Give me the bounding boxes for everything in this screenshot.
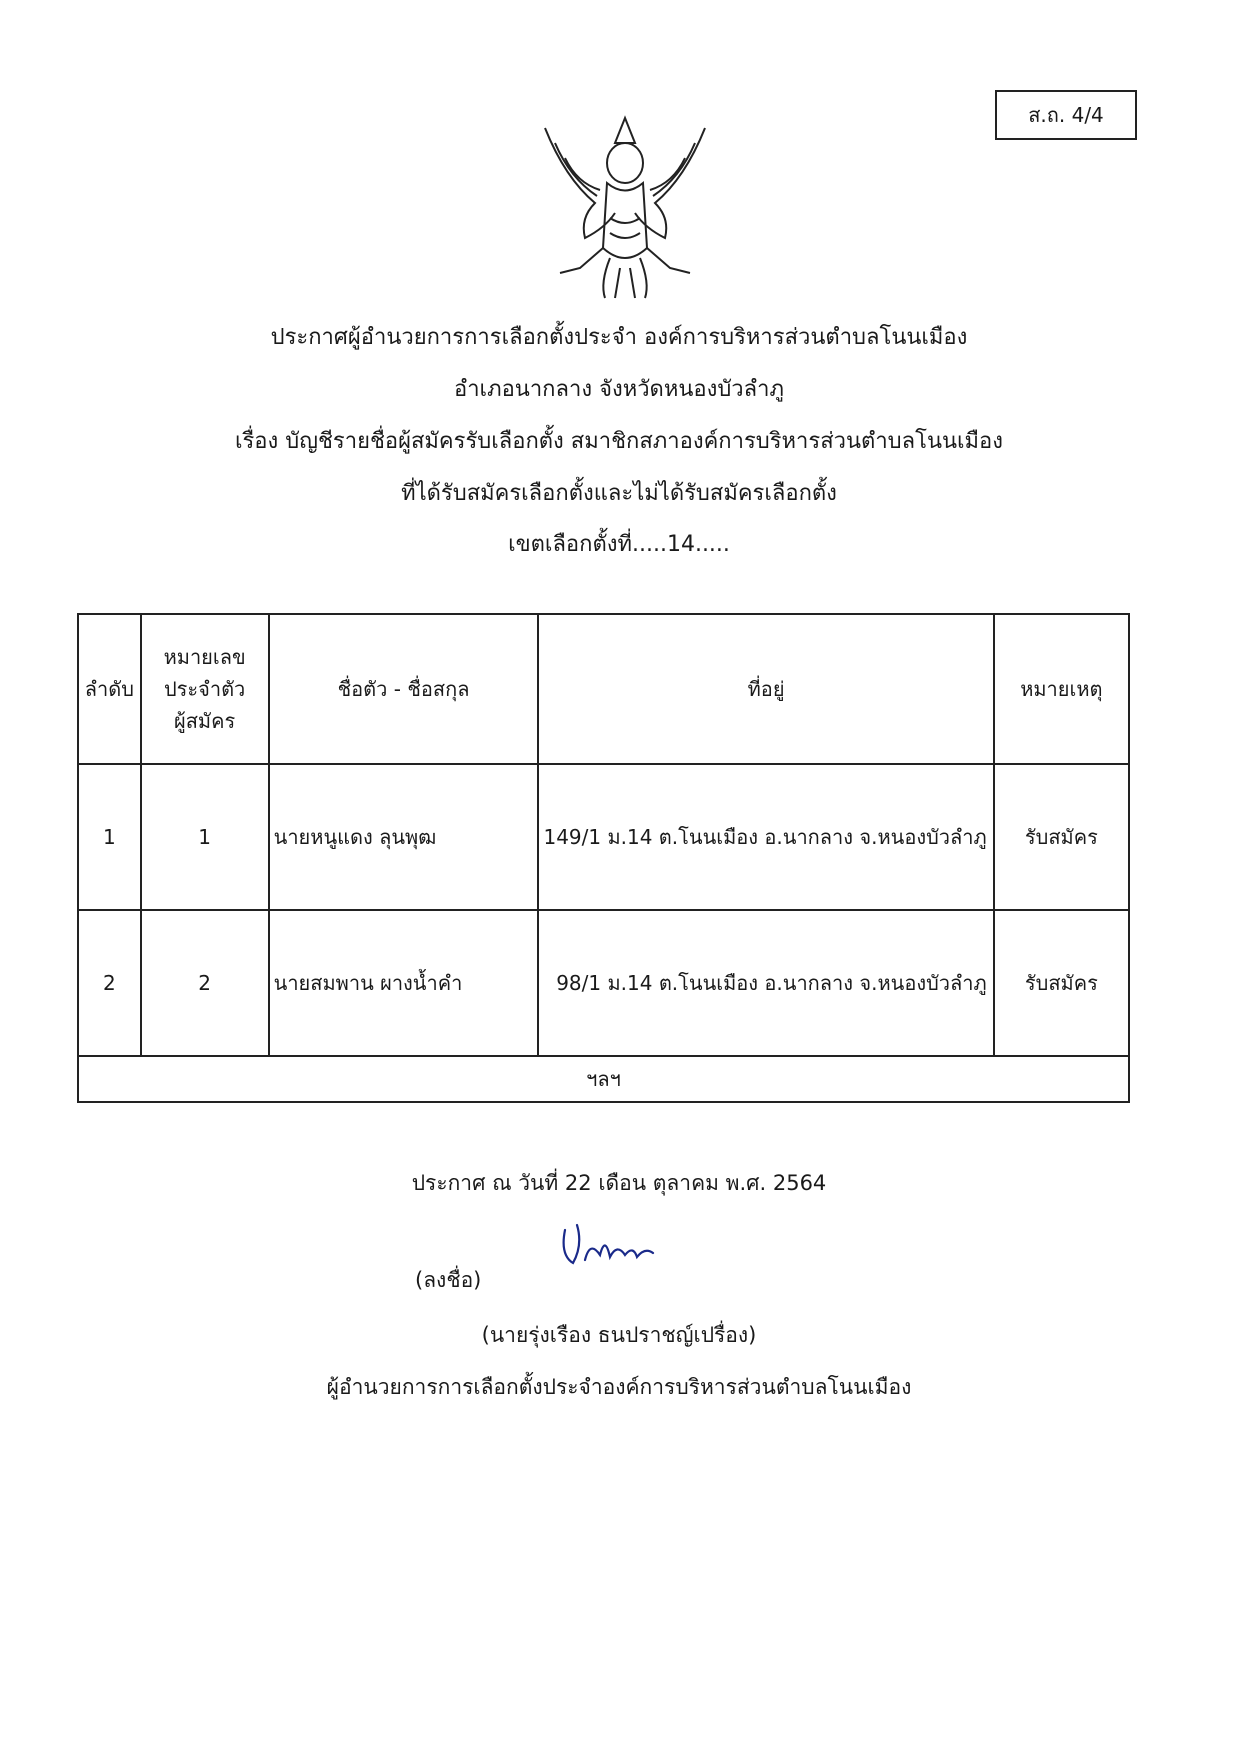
header-candidate-number-line1: หมายเลข bbox=[163, 645, 246, 669]
form-code-box bbox=[995, 90, 1137, 140]
header-candidate-number-line3: ผู้สมัคร bbox=[174, 709, 236, 733]
header-remark: หมายเหตุ bbox=[994, 614, 1129, 764]
cell-number: 1 bbox=[141, 764, 269, 910]
cell-number: 2 bbox=[141, 910, 269, 1056]
header-line-1: ประกาศผู้อำนวยการการเลือกตั้งประจำ องค์การบริหารส่วนตำบลโนนเมือง bbox=[270, 325, 968, 350]
header-line-2: อำเภอนากลาง จังหวัดหนองบัวลำภู bbox=[453, 377, 784, 402]
form-code: ส.ถ. 4/4 bbox=[1028, 103, 1104, 127]
cell-order: 2 bbox=[78, 910, 141, 1056]
cell-address: 149/1 ม.14 ต.โนนเมือง อ.นากลาง จ.หนองบัวลำภู bbox=[538, 764, 993, 910]
announce-date: ประกาศ ณ วันที่ 22 เดือน ตุลาคม พ.ศ. 2564 bbox=[411, 1171, 827, 1195]
table-row bbox=[78, 910, 1129, 1056]
candidate-table bbox=[77, 613, 1130, 1103]
header-candidate-number-line2: ประจำตัว bbox=[163, 677, 246, 701]
cell-name: นายสมพาน ผางน้ำคำ bbox=[269, 910, 539, 1056]
sign-label: (ลงชื่อ) bbox=[415, 1268, 482, 1292]
signer-name: (นายรุ่งเรือง ธนปราชญ์เปรื่อง) bbox=[481, 1323, 757, 1347]
cell-address: 98/1 ม.14 ต.โนนเมือง อ.นากลาง จ.หนองบัวลำภู bbox=[538, 910, 993, 1056]
header-name: ชื่อตัว - ชื่อสกุล bbox=[269, 614, 539, 764]
header-line-4: ที่ได้รับสมัครเลือกตั้งและไม่ได้รับสมัครเลือกตั้ง bbox=[401, 481, 837, 506]
cell-remark: รับสมัคร bbox=[994, 764, 1129, 910]
garuda-emblem-icon bbox=[525, 108, 725, 308]
signer-title: ผู้อำนวยการการเลือกตั้งประจำองค์การบริหารส่วนตำบลโนนเมือง bbox=[326, 1375, 912, 1399]
header-order: ลำดับ bbox=[78, 614, 141, 764]
signature-icon bbox=[555, 1215, 665, 1275]
cell-order: 1 bbox=[78, 764, 141, 910]
table-header-row bbox=[78, 614, 1129, 764]
header-candidate-number bbox=[141, 614, 269, 764]
cell-name: นายหนูแดง ลุนพุฒ bbox=[269, 764, 539, 910]
etc-row bbox=[78, 1056, 1129, 1102]
cell-remark: รับสมัคร bbox=[994, 910, 1129, 1056]
header-address: ที่อยู่ bbox=[538, 614, 993, 764]
table-row bbox=[78, 764, 1129, 910]
etc-cell: ฯลฯ bbox=[78, 1056, 1129, 1102]
header-line-5: เขตเลือกตั้งที่.....14..... bbox=[508, 532, 730, 557]
header-line-3: เรื่อง บัญชีรายชื่อผู้สมัครรับเลือกตั้ง สมาชิกสภาองค์การบริหารส่วนตำบลโนนเมือง bbox=[234, 429, 1004, 454]
